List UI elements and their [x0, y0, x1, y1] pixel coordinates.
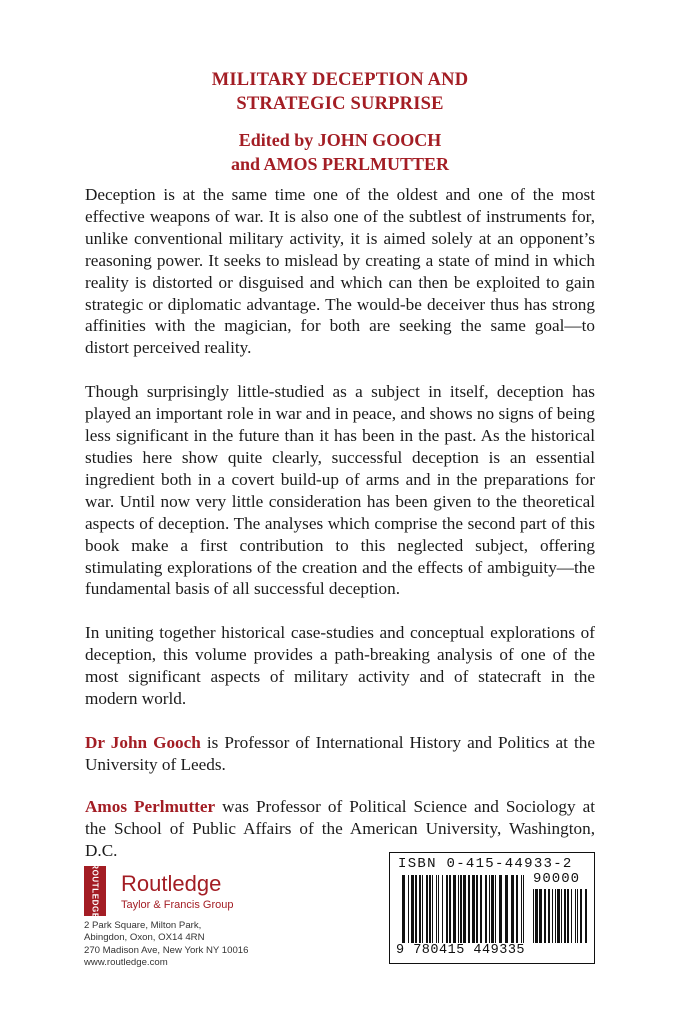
barcode-bar-32: [460, 875, 462, 943]
bio-gooch-name: Dr John Gooch: [85, 732, 201, 752]
barcode-bar-54: [505, 875, 508, 943]
bio-gooch-text: is Professor of International History and Politics at the University of Leeds.: [85, 732, 595, 774]
addon-bar-10: [552, 889, 553, 943]
book-title: [0, 68, 680, 116]
addon-bar-28: [580, 889, 582, 943]
blurb: [85, 184, 595, 881]
barcode-bar-58: [516, 875, 518, 943]
barcode-bar-48: [491, 875, 494, 943]
addon-bar-26: [577, 889, 578, 943]
address-line-3: 270 Madison Ave, New York NY 10016: [84, 944, 249, 956]
barcode-bar-16: [432, 875, 433, 943]
barcode-main-bars: [402, 875, 524, 943]
routledge-vertical-mark: [84, 863, 106, 919]
bio-perlmutter-text: was Professor of Political Science and Sociology at the School of Public Affairs of the American University, Washington, D.C.: [85, 796, 595, 860]
barcode-bar-4: [411, 875, 414, 943]
addon-bar-20: [567, 889, 569, 943]
isbn-label: ISBN 0-415-44933-2: [398, 856, 573, 872]
barcode-bar-12: [426, 875, 428, 943]
barcode-bar-52: [499, 875, 502, 943]
barcode-bar-62: [523, 875, 524, 943]
barcode-bar-22: [442, 875, 443, 943]
barcode-bar-40: [476, 875, 478, 943]
barcode-bar-46: [489, 875, 490, 943]
publisher-logo: [84, 863, 284, 919]
addon-bar-12: [555, 889, 556, 943]
book-editors: [0, 128, 680, 176]
addon-bar-30: [585, 889, 587, 943]
editors-line-1: Edited by JOHN GOOCH: [238, 130, 442, 150]
addon-bar-16: [561, 889, 562, 943]
barcode-bar-0: [402, 875, 405, 943]
addon-bar-22: [571, 889, 572, 943]
barcode-bar-10: [422, 875, 423, 943]
blurb-paragraph-1: Deception is at the same time one of the oldest and one of the most effective weapons of war. It is also one of the subtlest of instruments for, unlike conventional military activity, it is aimed solely at an opponent’s reasoning power. It seeks to mislead by creating a state of mind in which reality is distorted or disguised and which can then be exploited to gain strategic or diplomatic advantage. The would-be deceiver thus has strong affinities with the magician, for both are seeking the same goal—to distort perceived reality.: [85, 185, 595, 358]
book-title-line-2: STRATEGIC SURPRISE: [236, 94, 444, 114]
editors-line-2: and AMOS PERLMUTTER: [230, 154, 450, 174]
ean-number: 9 780415 449335: [396, 943, 526, 958]
publisher-address: [84, 920, 248, 969]
barcode-bar-30: [458, 875, 459, 943]
barcode-bar-26: [449, 875, 451, 943]
address-line-1: 2 Park Square, Milton Park,: [84, 920, 202, 931]
price-code: 90000: [533, 871, 581, 887]
publisher-group: Taylor & Francis Group: [121, 899, 234, 911]
blurb-paragraph-2: Though surprisingly little-studied as a subject in itself, deception has played an important role in war and in peace, and shows no signs of being less significant in the future than it has been in the past. As the historical studies here show quite clearly, successful deception is an essential ingredient both in a covert build-up of arms and in the preparations for war. Until now very little consideration has been given to the theoretical aspects of deception. The analyses which comprise the second part of this book make a first contribution to this neglected subject, offering stimulating explorations of the creation and the effects of ambiguity—the fundamental basis of all successful deception.: [85, 382, 595, 599]
isbn-barcode: [389, 852, 595, 964]
barcode-bar-38: [472, 875, 475, 943]
addon-bar-14: [557, 889, 560, 943]
barcode-bar-60: [521, 875, 522, 943]
barcode-bar-24: [446, 875, 448, 943]
addon-bar-2: [535, 889, 538, 943]
barcode-bar-56: [511, 875, 514, 943]
barcode-bar-50: [495, 875, 496, 943]
barcode-bar-2: [408, 875, 409, 943]
addon-bar-0: [533, 889, 534, 943]
barcode-bar-44: [485, 875, 487, 943]
barcode-bar-6: [415, 875, 417, 943]
barcode-bar-28: [453, 875, 456, 943]
blurb-paragraph-3: In uniting together historical case-studies and conceptual explorations of deception, this volume provides a path-breaking analysis of one of the most significant aspects of military activity and of statecraft in the modern world.: [85, 623, 595, 709]
addon-bar-18: [564, 889, 566, 943]
barcode-bar-34: [463, 875, 466, 943]
barcode-addon-bars: [533, 889, 587, 943]
addon-bar-4: [539, 889, 542, 943]
bio-gooch: [85, 732, 595, 776]
barcode-bar-36: [468, 875, 470, 943]
barcode-bar-20: [438, 875, 439, 943]
addon-bar-24: [575, 889, 576, 943]
barcode-bar-18: [436, 875, 437, 943]
routledge-vertical-text: ROUTLEDGE: [90, 863, 100, 919]
book-title-line-1: MILITARY DECEPTION AND: [211, 70, 469, 90]
address-line-4: www.routledge.com: [84, 956, 168, 968]
barcode-bar-8: [419, 875, 421, 943]
addon-bar-6: [544, 889, 546, 943]
barcode-bar-14: [429, 875, 431, 943]
addon-bar-8: [548, 889, 550, 943]
address-line-2: Abingdon, Oxon, OX14 4RN: [84, 932, 205, 944]
bio-perlmutter-name: Amos Perlmutter: [85, 796, 216, 816]
publisher-name: Routledge: [121, 871, 222, 896]
barcode-bar-42: [480, 875, 482, 943]
